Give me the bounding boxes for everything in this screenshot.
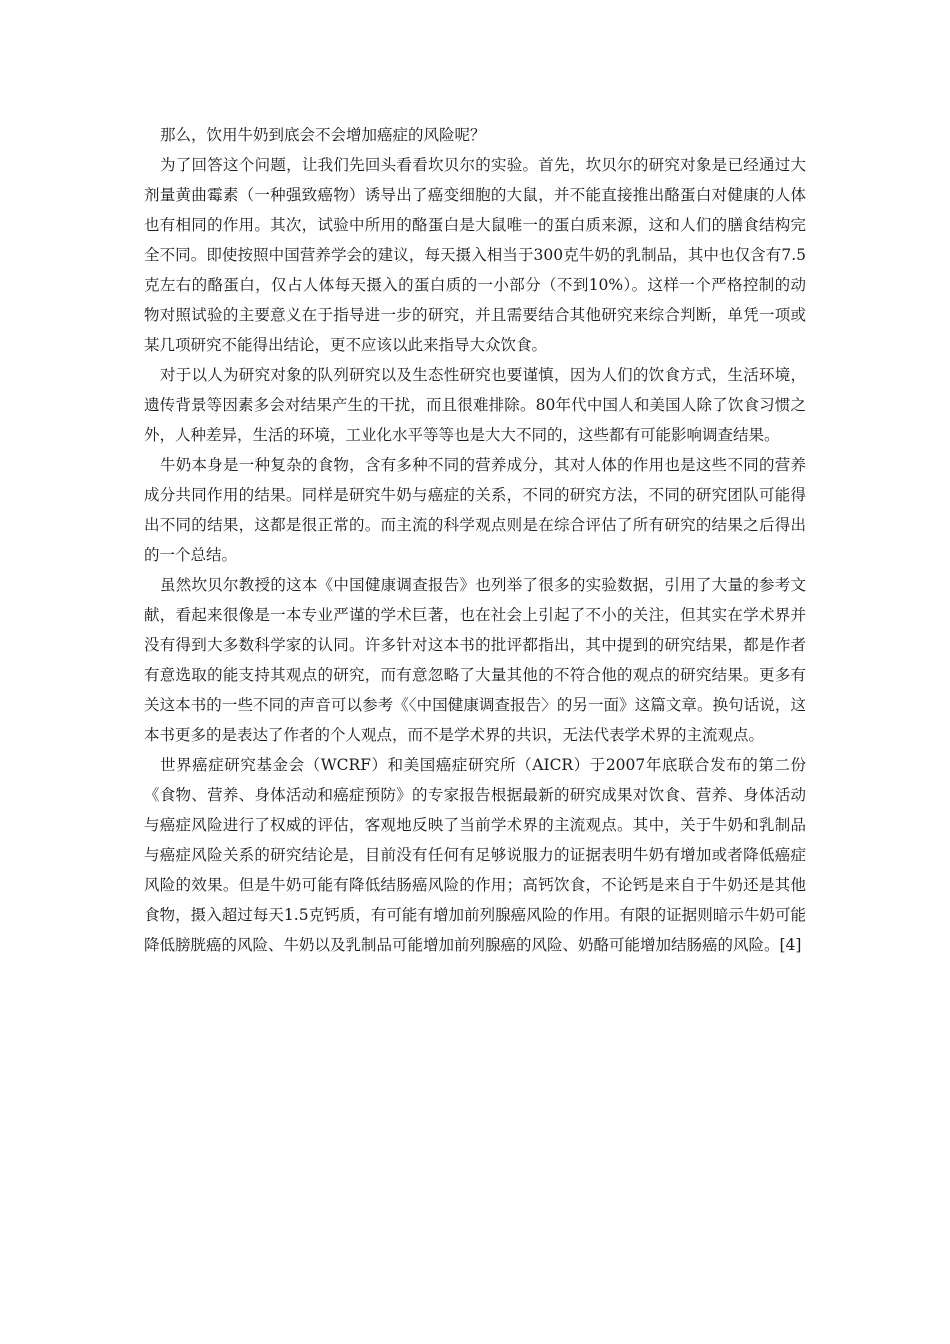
paragraph-cohort-studies: 对于以人为研究对象的队列研究以及生态性研究也要谨慎，因为人们的饮食方式，生活环境，遗传背景等因素多会对结果产生的干扰，而且很难排除。80年代中国人和美国人除了饮食习惯之外，人种差异，生活的环境，工业化水平等等也是大大不同的，这些都有可能影响调查结果。 xyxy=(144,366,806,444)
document-body xyxy=(144,120,806,960)
paragraph-milk-complexity: 牛奶本身是一种复杂的食物，含有多种不同的营养成分，其对人体的作用也是这些不同的营养成分共同作用的结果。同样是研究牛奶与癌症的关系，不同的研究方法，不同的研究团队可能得出不同的结果，这都是很正常的。而主流的科学观点则是在综合评估了所有研究的结果之后得出的一个总结。 xyxy=(144,456,806,564)
paragraph-campbell-experiment: 为了回答这个问题，让我们先回头看看坎贝尔的实验。首先，坎贝尔的研究对象是已经通过大剂量黄曲霉素（一种强致癌物）诱导出了癌变细胞的大鼠，并不能直接推出酪蛋白对健康的人体也有相同的作用。其次，试验中所用的酪蛋白是大鼠唯一的蛋白质来源，这和人们的膳食结构完全不同。即使按照中国营养学会的建议，每天摄入相当于300克牛奶的乳制品，其中也仅含有7.5克左右的酪蛋白，仅占人体每天摄入的蛋白质的一小部分（不到10%）。这样一个严格控制的动物对照试验的主要意义在于指导进一步的研究，并且需要结合其他研究来综合判断，单凭一项或某几项研究不能得出结论，更不应该以此来指导大众饮食。 xyxy=(144,156,806,354)
paragraph-question: 那么，饮用牛奶到底会不会增加癌症的风险呢？ xyxy=(160,126,486,144)
paragraph-china-study-critique: 虽然坎贝尔教授的这本《中国健康调查报告》也列举了很多的实验数据，引用了大量的参考文献，看起来很像是一本专业严谨的学术巨著，也在社会上引起了不小的关注，但其实在学术界并没有得到大多数科学家的认同。许多针对这本书的批评都指出，其中提到的研究结果，都是作者有意选取的能支持其观点的研究，而有意忽略了大量其他的不符合他的观点的研究结果。更多有关这本书的一些不同的声音可以参考《〈中国健康调查报告〉的另一面》这篇文章。换句话说，这本书更多的是表达了作者的个人观点，而不是学术界的共识，无法代表学术界的主流观点。 xyxy=(144,576,806,744)
paragraph-wcrf-report: 世界癌症研究基金会（WCRF）和美国癌症研究所（AICR）于2007年底联合发布的第二份《食物、营养、身体活动和癌症预防》的专家报告根据最新的研究成果对饮食、营养、身体活动与癌症风险进行了权威的评估，客观地反映了当前学术界的主流观点。其中，关于牛奶和乳制品与癌症风险关系的研究结论是，目前没有任何有足够说服力的证据表明牛奶有增加或者降低癌症风险的效果。但是牛奶可能有降低结肠癌风险的作用；高钙饮食，不论钙是来自于牛奶还是其他食物，摄入超过每天1.5克钙质，有可能有增加前列腺癌风险的作用。有限的证据则暗示牛奶可能降低膀胱癌的风险、牛奶以及乳制品可能增加前列腺癌的风险、奶酪可能增加结肠癌的风险。[4] xyxy=(144,756,806,954)
